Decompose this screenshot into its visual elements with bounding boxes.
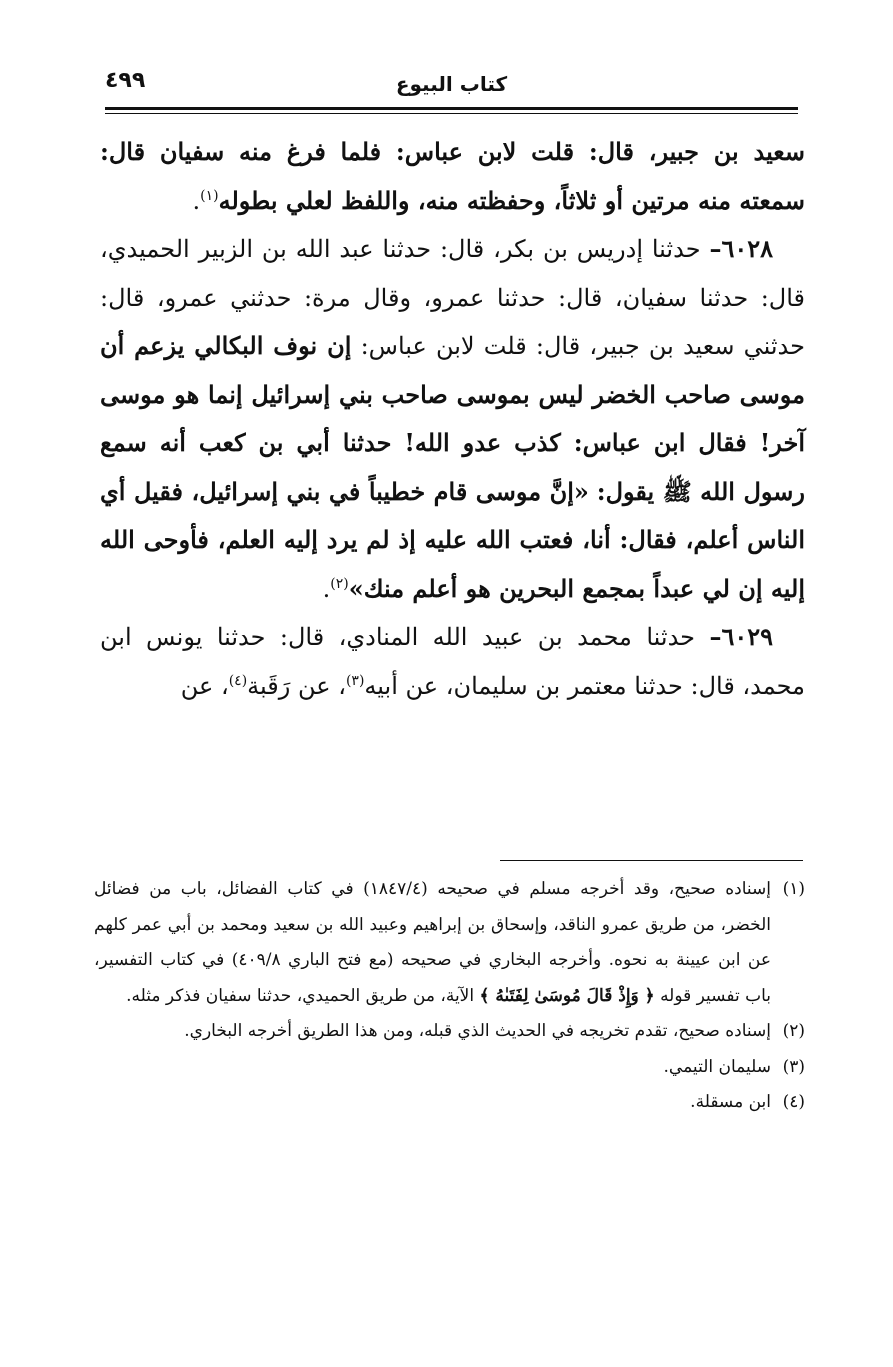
period: . [192, 186, 201, 215]
hadith-isnad: حدثنا إدريس بن بكر، قال: حدثنا عبد الله بن الزبير الحميدي، قال: حدثنا سفيان، قال: حدثنا عمرو، وقال مرة: حدثني عمرو، قال: حدثني سعيد بن جبير، قال: قلت لابن عباس: [100, 235, 806, 360]
hadith-isnad-cont: ، عن رَقَبة [247, 671, 346, 700]
hadith-number: ٦٠٢٩ [721, 622, 773, 651]
footnote-number: (٣) [782, 1056, 805, 1077]
hadith-6028 [100, 225, 805, 613]
footnote-text-cont: الآية، من طريق الحميدي، حدثنا سفيان فذكر مثله. [126, 985, 475, 1006]
footnote-ref-1: (١) [200, 187, 219, 204]
footnote-text: سليمان التيمي. [663, 1056, 771, 1077]
header-rule-thin [105, 113, 798, 114]
footnote-number: (١) [782, 879, 805, 899]
continuation-text: سعيد بن جبير، قال: قلت لابن عباس: فلما فرغ منه سفيان قال: سمعته منه مرتين أو ثلاثاً، وحفظته منه، واللفظ لعلي بطوله [100, 137, 805, 215]
page-header [105, 62, 798, 106]
quran-verse: ﴿ وَإِذْ قَالَ مُوسَىٰ لِفَتَىٰهُ ﴾ [479, 985, 655, 1006]
footnotes [94, 872, 805, 1121]
footnote-number: (٢) [782, 1021, 805, 1041]
footnote-ref-2: (٢) [330, 575, 349, 592]
footnote-text: ابن مسقلة. [690, 1092, 771, 1112]
period: . [322, 574, 331, 603]
hadith-dash: – [709, 622, 722, 651]
footnote-text: إسناده صحيح، وقد أخرجه مسلم في صحيحه (١٨٤٧/٤) في كتاب الفضائل، باب من فضائل الخضر، من طريق عمرو الناقد، وإسحاق بن إبراهيم وعبيد الله بن سعيد ومحمد بن أبي عمر كلهم عن ابن عيينة به نحوه. وأخرجه البخاري في صحيحه (مع فتح الباري ٤٠٩/٨) في كتاب التفسير، باب تفسير قوله [94, 879, 772, 1006]
hadith-isnad-end: ، عن [180, 671, 229, 700]
footnote-text: إسناده صحيح، تقدم تخريجه في الحديث الذي قبله، ومن هذا الطريق أخرجه البخاري. [184, 1021, 771, 1041]
chapter-title: كتاب البيوع [395, 72, 508, 96]
footnote-4 [94, 1085, 805, 1121]
footnote-1 [94, 872, 805, 1014]
hadith-isnad: حدثنا محمد بن عبيد الله المنادي، قال: حدثنا يونس ابن محمد، قال: حدثنا معتمر بن سليمان، عن أبيه [100, 623, 805, 700]
hadith-number: ٦٠٢٨ [721, 234, 773, 263]
paragraph-continuation [100, 128, 805, 225]
header-rule-thick [105, 107, 798, 110]
hadith-matn: إن نوف البكالي يزعم أن موسى صاحب الخضر ليس بموسى صاحب بني إسرائيل إنما هو موسى آخر! فقال ابن عباس: كذب عدو الله! حدثنا أبي بن كعب أنه سمع رسول الله ﷺ يقول: [100, 331, 805, 506]
hadith-dash: – [709, 234, 722, 263]
footnote-ref-4: (٤) [228, 672, 248, 689]
footnote-separator [500, 860, 803, 861]
footnote-3 [94, 1050, 805, 1086]
prophetic-quote: «إنَّ موسى قام خطيباً في بني إسرائيل، فقيل أي الناس أعلم، فقال: أنا، فعتب الله عليه إذ لم يرد إليه العلم، فأوحى الله إليه إن لي عبداً بمجمع البحرين هو أعلم منك» [100, 476, 805, 603]
main-text [100, 128, 805, 710]
footnote-number: (٤) [782, 1092, 805, 1112]
hadith-6029 [100, 613, 805, 710]
footnote-ref-3: (٣) [345, 672, 365, 689]
footnote-2 [94, 1014, 805, 1050]
page-number: ٤٩٩ [105, 68, 146, 93]
